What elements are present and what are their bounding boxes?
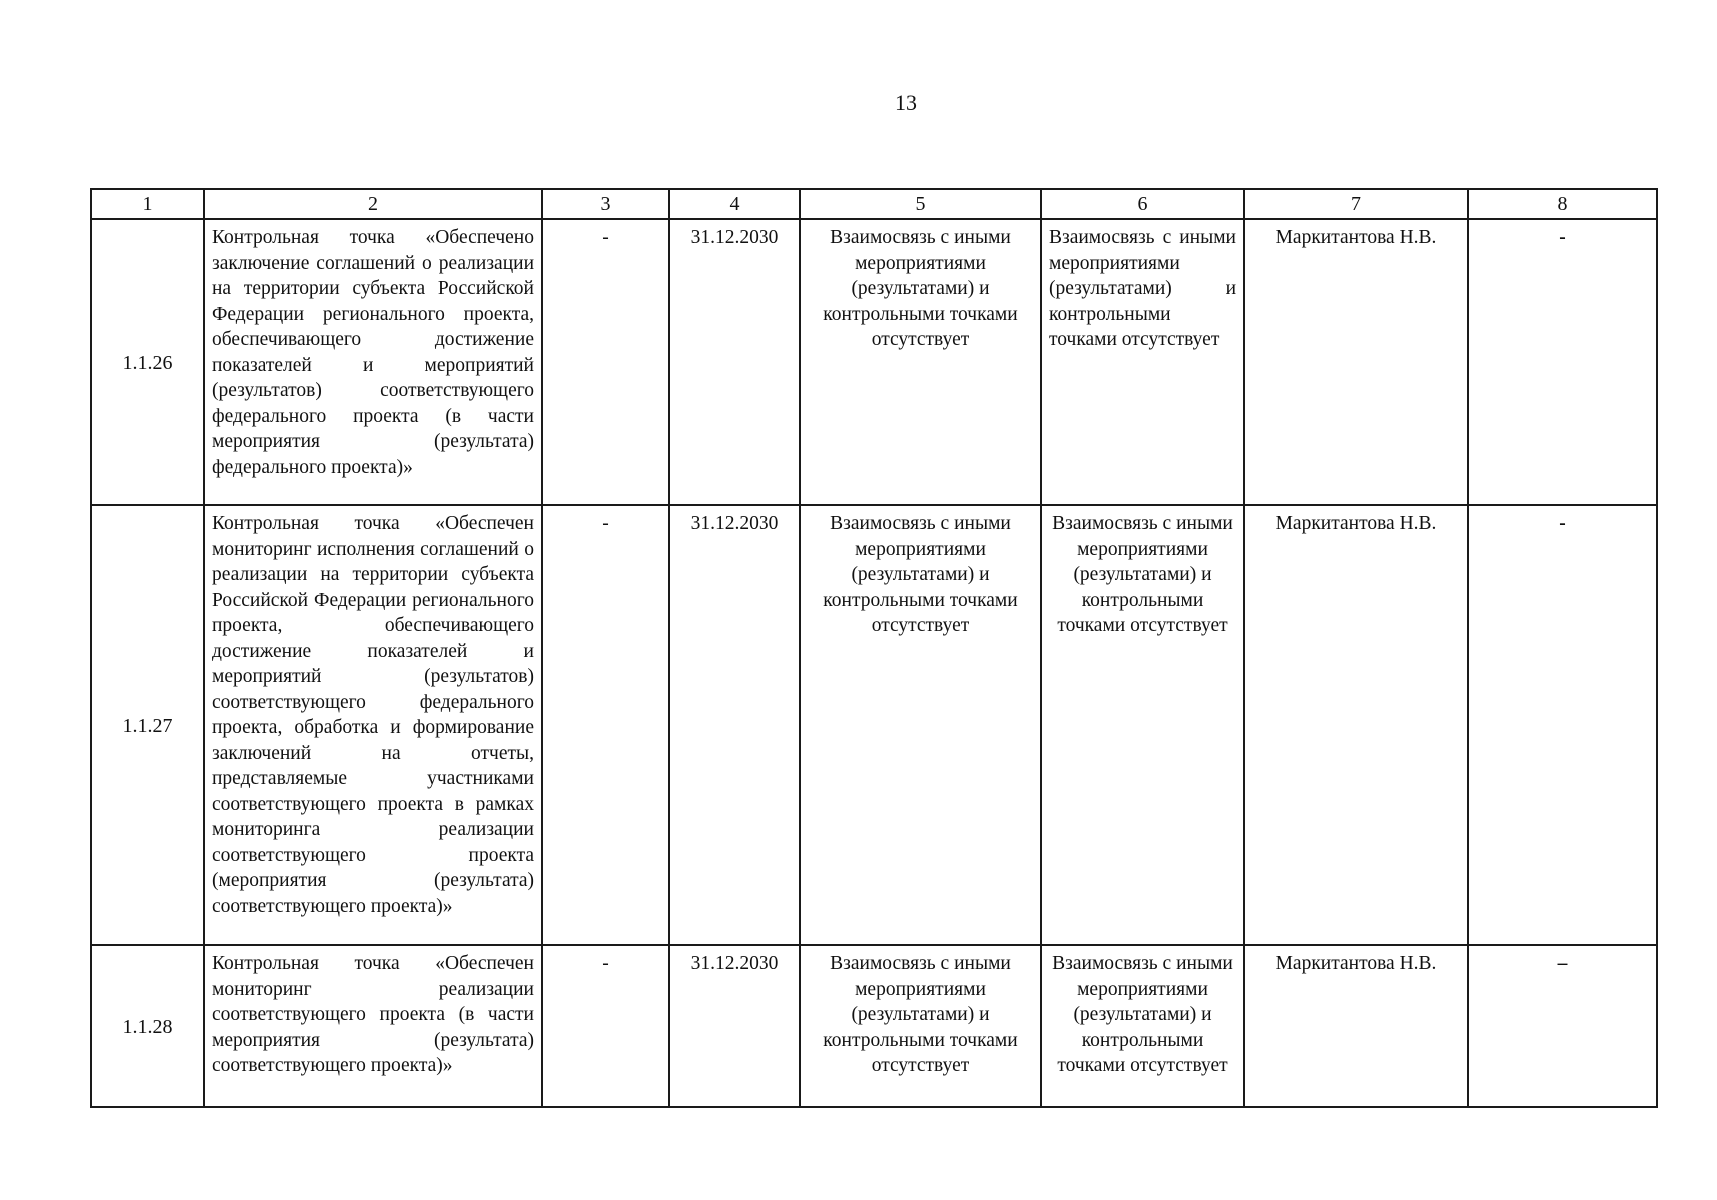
col8-value: –: [1468, 945, 1657, 1107]
relation-col5: Взаимосвязь с иными мероприятиями (результатами) и контрольными точками отсутствует: [800, 505, 1041, 945]
header-cell-1: 1: [91, 189, 204, 219]
col3-value: -: [542, 945, 669, 1107]
row-number: 1.1.28: [91, 945, 204, 1107]
relation-col5: Взаимосвязь с иными мероприятиями (результатами) и контрольными точками отсутствует: [800, 945, 1041, 1107]
control-point-description: Контрольная точка «Обеспечено заключение соглашений о реализации на территории субъекта Российской Федерации регионального проекта, обеспечивающего достижение показателей и мероприятий (результатов) соответствующего федерального проекта (в части мероприятия (результата) федерального проекта)»: [204, 219, 542, 505]
header-cell-4: 4: [669, 189, 800, 219]
col8-value: -: [1468, 505, 1657, 945]
col8-value: -: [1468, 219, 1657, 505]
due-date: 31.12.2030: [669, 945, 800, 1107]
control-point-description: Контрольная точка «Обеспечен мониторинг исполнения соглашений о реализации на территории субъекта Российской Федерации регионального проекта, обеспечивающего достижение показателей и мероприятий (результатов) соответствующего федерального проекта, обработка и формирование заключений на отчеты, представляемые участниками соответствующего проекта в рамках мониторинга реализации соответствующего проекта (мероприятия (результата) соответствующего проекта)»: [204, 505, 542, 945]
header-cell-7: 7: [1244, 189, 1468, 219]
due-date: 31.12.2030: [669, 505, 800, 945]
responsible-person: Маркитантова Н.В.: [1244, 945, 1468, 1107]
header-cell-6: 6: [1041, 189, 1244, 219]
plan-table-container: [90, 188, 1656, 1108]
table-row: [91, 505, 1657, 945]
col3-value: -: [542, 505, 669, 945]
relation-col6: Взаимосвязь с иными мероприятиями (результатами) и контрольными точками отсутствует: [1041, 505, 1244, 945]
table-row: [91, 945, 1657, 1107]
relation-col6: Взаимосвязь с иными мероприятиями (результатами) и контрольными точками отсутствует: [1041, 945, 1244, 1107]
responsible-person: Маркитантова Н.В.: [1244, 505, 1468, 945]
header-cell-5: 5: [800, 189, 1041, 219]
header-row: [91, 189, 1657, 219]
header-cell-3: 3: [542, 189, 669, 219]
responsible-person: Маркитантова Н.В.: [1244, 219, 1468, 505]
plan-table: [90, 188, 1658, 1108]
header-cell-2: 2: [204, 189, 542, 219]
due-date: 31.12.2030: [669, 219, 800, 505]
row-number: 1.1.26: [91, 219, 204, 505]
control-point-description: Контрольная точка «Обеспечен мониторинг реализации соответствующего проекта (в части мероприятия (результата) соответствующего проекта)»: [204, 945, 542, 1107]
col3-value: -: [542, 219, 669, 505]
page-number: 13: [895, 90, 917, 115]
relation-col6: Взаимосвязь с иными мероприятиями (результатами) и контрольными точками отсутствует: [1041, 219, 1244, 505]
table-row: [91, 219, 1657, 505]
header-cell-8: 8: [1468, 189, 1657, 219]
row-number: 1.1.27: [91, 505, 204, 945]
relation-col5: Взаимосвязь с иными мероприятиями (результатами) и контрольными точками отсутствует: [800, 219, 1041, 505]
